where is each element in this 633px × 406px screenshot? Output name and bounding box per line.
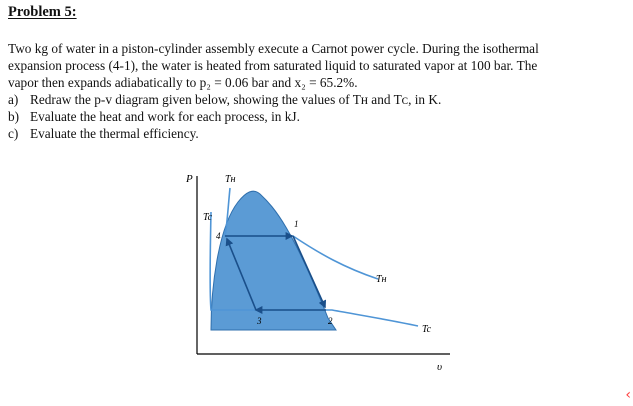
th-top-label: Tʜ: [225, 174, 236, 185]
part-marker: c): [8, 126, 19, 141]
part-b: [8, 108, 623, 125]
pv-diagram-svg: [180, 168, 470, 378]
problem-heading: Problem 5:: [8, 4, 77, 20]
tc-left-label: Tc: [203, 212, 213, 223]
state-label-4: 4: [216, 231, 221, 241]
axis-v-label: υ: [437, 361, 443, 373]
saturation-dome: [211, 191, 336, 330]
th-right-label: Tʜ: [376, 274, 387, 285]
statement-line: vapor then expands adiabatically to p₂ = 0.06 bar and x₂ = 65.2%.: [8, 75, 358, 90]
part-text: Evaluate the heat and work for each process, in kJ.: [30, 109, 300, 124]
chevron-left-icon[interactable]: ‹: [625, 387, 631, 403]
state-label-1: 1: [294, 219, 299, 229]
part-text: Evaluate the thermal efficiency.: [30, 126, 199, 141]
part-c: [8, 125, 623, 142]
axis-p-label: P: [186, 173, 193, 185]
tc-right-label: Tc: [422, 324, 432, 335]
part-text: Redraw the p-v diagram given below, showing the values of Tʜ and Tᴄ, in K.: [30, 92, 442, 107]
problem-statement: [8, 40, 623, 142]
part-a: [8, 91, 623, 108]
statement-line: expansion process (4-1), the water is heated from saturated liquid to saturated vapor at 100 bar. The: [8, 58, 538, 73]
part-marker: a): [8, 92, 19, 107]
problem-paragraph: [8, 40, 623, 91]
state-label-3: 3: [257, 316, 262, 326]
state-label-2: 2: [328, 316, 333, 326]
statement-line: Two kg of water in a piston-cylinder assembly execute a Carnot power cycle. During the isothermal: [8, 41, 539, 56]
part-marker: b): [8, 109, 20, 124]
pv-diagram: [180, 168, 470, 383]
